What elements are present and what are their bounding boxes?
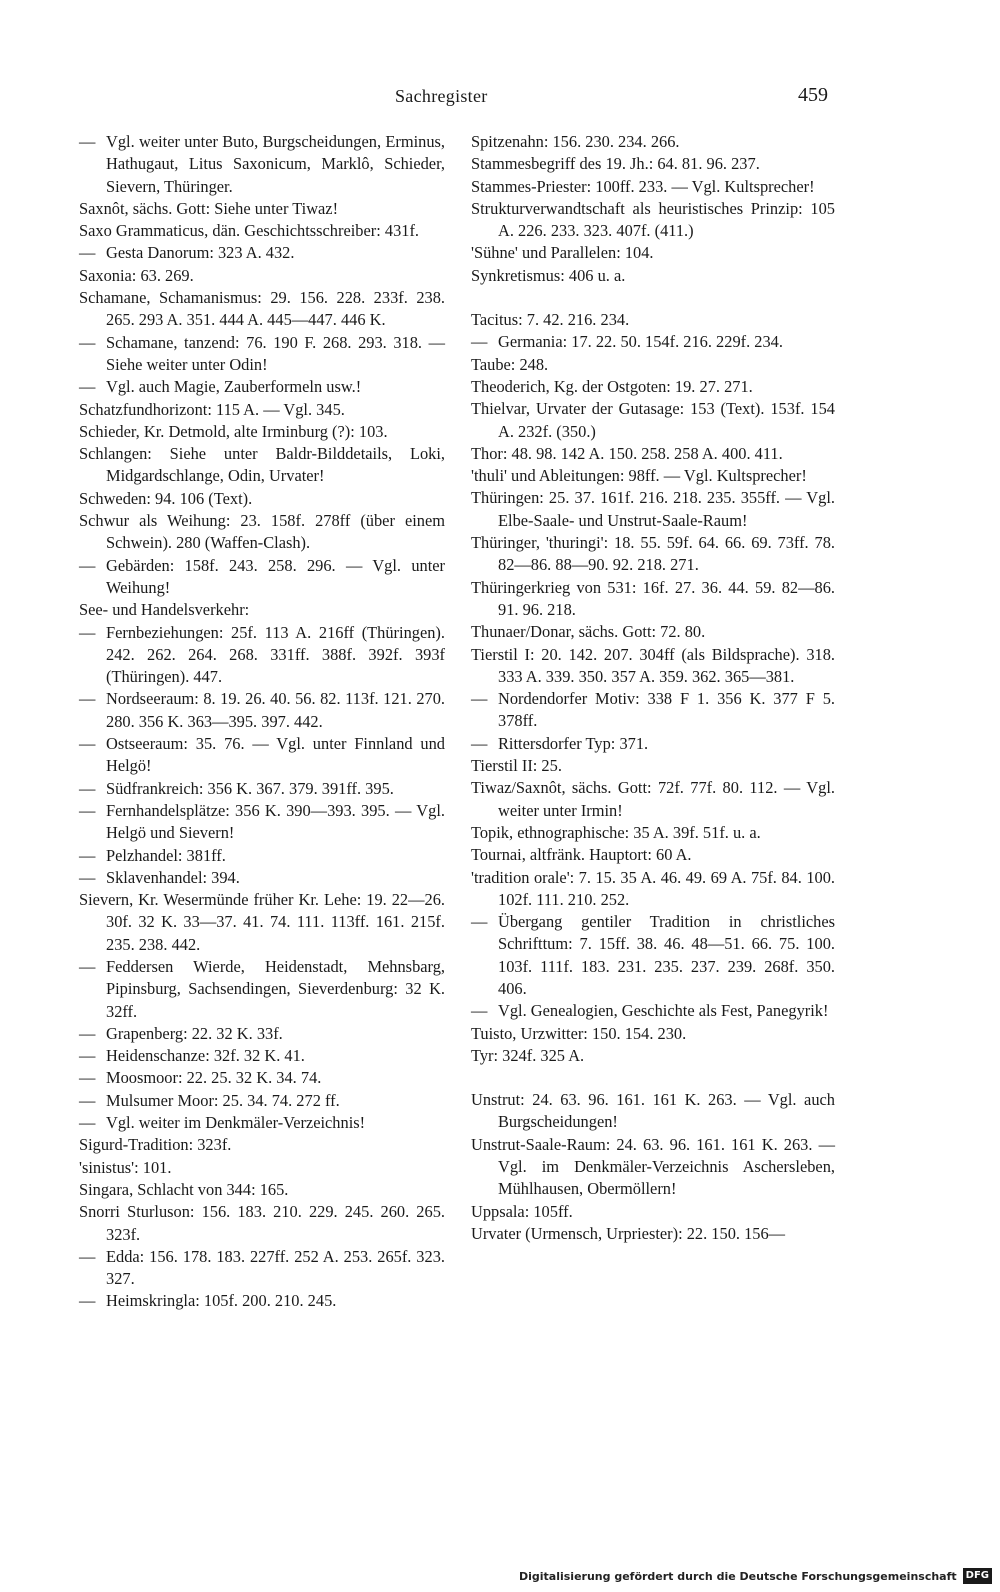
subentry-dash: — (79, 622, 96, 642)
entry-text: Stammes-Priester: 100ff. 233. — Vgl. Kultsprecher! (471, 176, 815, 196)
index-subentry (79, 800, 445, 845)
index-entry (471, 844, 835, 866)
index-column-right (471, 131, 835, 1245)
subentry-dash: — (79, 1068, 96, 1088)
footer-text: Digitalisierung gefördert durch die Deutsche Forschungsgemeinschaft (518, 1569, 957, 1583)
index-entry (471, 398, 835, 443)
index-entry (471, 621, 835, 643)
index-entry (79, 1134, 445, 1156)
subentry-dash: — (79, 1046, 96, 1066)
entry-text: Singara, Schlacht von 344: 165. (79, 1179, 289, 1199)
index-entry (79, 220, 445, 242)
entry-text: Pelzhandel: 381ff. (106, 845, 226, 865)
index-subentry (79, 622, 445, 689)
index-subentry (79, 332, 445, 377)
subentry-dash: — (79, 132, 96, 151)
entry-text: Schieder, Kr. Detmold, alte Irminburg (?): 103. (79, 421, 388, 441)
index-entry (471, 644, 835, 689)
entry-text: Vgl. weiter unter Buto, Burgscheidungen, Erminus, Hathugaut, Litus Saxonicum, Marklô, Schieder, Sievern, Thüringer. (106, 132, 445, 196)
entry-text: Schwur als Weihung: 23. 158f. 278ff (über einem Schwein). 280 (Waffen-Clash). (79, 511, 445, 553)
entry-text: Tierstil II: 25. (471, 756, 562, 776)
entry-text: Saxonia: 63. 269. (79, 265, 194, 285)
subentry-dash: — (79, 1113, 96, 1133)
entry-text: Unstrut-Saale-Raum: 24. 63. 96. 161. 161 K. 263. — Vgl. im Denkmäler-Verzeichnis Aschersleben, Mühlhausen, Obermöllern! (471, 1134, 835, 1199)
subentry-dash: — (471, 733, 488, 753)
entry-text: Snorri Sturluson: 156. 183. 210. 229. 245. 260. 265. 323f. (79, 1202, 445, 1244)
entry-text: Vgl. weiter im Denkmäler-Verzeichnis! (106, 1113, 366, 1133)
index-entry (471, 1201, 835, 1223)
entry-text: Rittersdorfer Typ: 371. (498, 733, 649, 753)
entry-text: Synkretismus: 406 u. a. (471, 265, 626, 285)
subentry-dash: — (79, 956, 96, 976)
entry-text: Thor: 48. 98. 142 A. 150. 258. 258 A. 400. 411. (471, 443, 783, 463)
running-title: Sachregister (395, 86, 488, 106)
entry-text: Germania: 17. 22. 50. 154f. 216. 229f. 234. (498, 332, 783, 352)
index-subentry (79, 688, 445, 733)
entry-text: Schatzfundhorizont: 115 A. — Vgl. 345. (79, 399, 345, 419)
entry-text: Uppsala: 105ff. (471, 1201, 573, 1221)
entry-text: Schweden: 94. 106 (Text). (79, 488, 253, 508)
index-entry (79, 1157, 445, 1179)
index-entry (79, 1201, 445, 1246)
index-entry (471, 1023, 835, 1045)
index-entry (471, 443, 835, 465)
entry-text: Edda: 156. 178. 183. 227ff. 252 A. 253. 265f. 323. 327. (106, 1246, 445, 1289)
entry-text: Thüringerkrieg von 531: 16f. 27. 36. 44. 59. 82—86. 91. 96. 218. (471, 577, 835, 619)
index-entry (79, 265, 445, 287)
entry-text: Schlangen: Siehe unter Baldr-Bilddetails, Loki, Midgardschlange, Odin, Urvater! (79, 444, 445, 486)
subentry-dash: — (79, 1090, 96, 1110)
index-entry (471, 777, 835, 822)
entry-text: Topik, ethnographische: 35 A. 39f. 51f. u. a. (471, 822, 761, 842)
index-subentry (79, 1112, 445, 1134)
entry-text: See- und Handelsverkehr: (79, 600, 250, 620)
entry-text: Feddersen Wierde, Heidenstadt, Mehnsbarg, Pipinsburg, Sachsendingen, Sieverdenburg: 32 K. 32ff. (106, 956, 445, 1021)
entry-text: Spitzenahn: 156. 230. 234. 266. (471, 132, 680, 151)
entry-text: Vgl. Genealogien, Geschichte als Fest, Panegyrik! (498, 1001, 829, 1021)
subentry-dash: — (79, 332, 96, 352)
index-entry (471, 867, 835, 912)
index-column-left (79, 131, 445, 1313)
index-entry (471, 532, 835, 577)
subentry-dash: — (79, 377, 96, 397)
subentry-dash: — (79, 1291, 96, 1311)
entry-text: Gesta Danorum: 323 A. 432. (106, 243, 295, 263)
entry-text: Fernbeziehungen: 25f. 113 A. 216ff (Thüringen). 242. 262. 264. 268. 331ff. 388f. 392f. 393f (Thüringen). 447. (106, 622, 445, 687)
entry-text: Tierstil I: 20. 142. 207. 304ff (als Bildsprache). 318. 333 A. 339. 350. 357 A. 359. 362. 365—381. (471, 644, 835, 686)
index-subentry (79, 242, 445, 264)
entry-text: Grapenberg: 22. 32 K. 33f. (106, 1023, 283, 1043)
subentry-dash: — (79, 689, 96, 709)
index-entry (79, 198, 445, 220)
entry-text: 'Sühne' und Parallelen: 104. (471, 243, 654, 263)
index-entry (471, 131, 835, 153)
index-subentry (79, 1067, 445, 1089)
entry-text: Thüringen: 25. 37. 161f. 216. 218. 235. 355ff. — Vgl. Elbe-Saale- und Unstrut-Saale-Raum! (471, 488, 835, 530)
index-entry (471, 822, 835, 844)
index-entry (471, 354, 835, 376)
entry-text: Schamane, Schamanismus: 29. 156. 228. 233f. 238. 265. 293 A. 351. 444 A. 445—447. 446 K. (79, 288, 445, 330)
subentry-dash: — (471, 689, 488, 709)
entry-text: Theoderich, Kg. der Ostgoten: 19. 27. 271. (471, 376, 753, 396)
subentry-dash: — (79, 867, 96, 887)
index-entry (471, 265, 835, 287)
entry-text: Ostseeraum: 35. 76. — Vgl. unter Finnland und Helgö! (106, 734, 445, 776)
entry-gap (471, 1067, 835, 1089)
index-entry (471, 309, 835, 331)
index-entry (471, 1045, 835, 1067)
entry-text: Thielvar, Urvater der Gutasage: 153 (Text). 153f. 154 A. 232f. (350.) (471, 399, 835, 441)
subentry-dash: — (79, 1246, 96, 1266)
subentry-dash: — (79, 800, 96, 820)
subentry-dash: — (79, 555, 96, 575)
index-entry (471, 487, 835, 532)
index-entry (79, 599, 445, 621)
entry-text: 'thuli' und Ableitungen: 98ff. — Vgl. Kultsprecher! (471, 466, 807, 486)
digitization-footer (519, 1568, 992, 1584)
entry-text: Mulsumer Moor: 25. 34. 74. 272 ff. (106, 1090, 340, 1110)
index-subentry (79, 1023, 445, 1045)
index-subentry (79, 376, 445, 398)
index-subentry (79, 1290, 445, 1312)
index-entry (471, 176, 835, 198)
index-entry (471, 577, 835, 622)
index-entry (471, 153, 835, 175)
index-subentry (79, 956, 445, 1023)
index-entry (471, 1223, 835, 1245)
entry-text: Tiwaz/Saxnôt, sächs. Gott: 72f. 77f. 80. 112. — Vgl. weiter unter Irmin! (471, 778, 835, 820)
index-subentry (471, 911, 835, 1000)
entry-text: Tournai, altfränk. Hauptort: 60 A. (471, 845, 692, 865)
index-subentry (79, 131, 445, 198)
index-entry (471, 198, 835, 243)
index-subentry (471, 733, 835, 755)
index-entry (79, 510, 445, 555)
subentry-dash: — (79, 845, 96, 865)
subentry-dash: — (471, 1001, 488, 1021)
index-subentry (79, 1246, 445, 1291)
index-entry (79, 488, 445, 510)
index-subentry (79, 867, 445, 889)
index-entry (79, 1179, 445, 1201)
entry-text: Unstrut: 24. 63. 96. 161. 161 K. 263. — Vgl. auch Burgscheidungen! (471, 1090, 835, 1132)
entry-text: Heidenschanze: 32f. 32 K. 41. (106, 1046, 305, 1066)
index-entry (471, 1134, 835, 1201)
subentry-dash: — (471, 912, 488, 932)
entry-text: Fernhandelsplätze: 356 K. 390—393. 395. — Vgl. Helgö und Sievern! (106, 800, 445, 843)
index-entry (471, 755, 835, 777)
entry-text: Südfrankreich: 356 K. 367. 379. 391ff. 395. (106, 778, 394, 798)
entry-text: Moosmoor: 22. 25. 32 K. 34. 74. (106, 1068, 322, 1088)
index-subentry (79, 733, 445, 778)
index-subentry (79, 1090, 445, 1112)
index-entry (79, 399, 445, 421)
entry-text: Tacitus: 7. 42. 216. 234. (471, 310, 630, 330)
index-subentry (79, 1045, 445, 1067)
entry-text: Strukturverwandtschaft als heuristisches Prinzip: 105 A. 226. 233. 323. 407f. (411.) (471, 198, 835, 241)
index-entry (79, 421, 445, 443)
index-subentry (471, 688, 835, 733)
index-subentry (471, 331, 835, 353)
entry-text: 'sinistus': 101. (79, 1157, 172, 1177)
index-entry (471, 1089, 835, 1134)
entry-text: Sklavenhandel: 394. (106, 867, 240, 887)
entry-text: Gebärden: 158f. 243. 258. 296. — Vgl. unter Weihung! (106, 555, 445, 597)
entry-text: Nordseeraum: 8. 19. 26. 40. 56. 82. 113f. 121. 270. 280. 356 K. 363—395. 397. 442. (106, 689, 445, 731)
entry-text: Urvater (Urmensch, Urpriester): 22. 150. 156— (471, 1223, 786, 1243)
dfg-logo: DFG (963, 1568, 992, 1584)
entry-text: Sigurd-Tradition: 323f. (79, 1135, 232, 1155)
entry-text: 'tradition orale': 7. 15. 35 A. 46. 49. 69 A. 75f. 84. 100. 102f. 111. 210. 252. (471, 867, 835, 909)
entry-text: Tyr: 324f. 325 A. (471, 1045, 585, 1065)
entry-text: Heimskringla: 105f. 200. 210. 245. (106, 1291, 337, 1311)
index-subentry (471, 1000, 835, 1022)
page-number: 459 (798, 84, 828, 106)
subentry-dash: — (79, 778, 96, 798)
index-subentry (79, 555, 445, 600)
subentry-dash: — (79, 734, 96, 754)
entry-text: Thüringer, 'thuringi': 18. 55. 59f. 64. 66. 69. 73ff. 78. 82—86. 88—90. 92. 218. 271. (471, 533, 835, 575)
entry-text: Vgl. auch Magie, Zauberformeln usw.! (106, 377, 362, 397)
running-head (0, 86, 1000, 116)
entry-text: Übergang gentiler Tradition in christliches Schrifttum: 7. 15ff. 38. 46. 48—51. 66. 75. 100. 103f. 111f. 183. 231. 235. 237. 239. 268f. 350. 406. (498, 912, 835, 998)
entry-text: Taube: 248. (471, 354, 549, 374)
index-entry (471, 465, 835, 487)
index-entry (79, 287, 445, 332)
index-subentry (79, 845, 445, 867)
index-entry (79, 889, 445, 956)
entry-text: Sievern, Kr. Wesermünde früher Kr. Lehe: 19. 22—26. 30f. 32 K. 33—37. 41. 74. 111. 113ff. 161. 215f. 235. 238. 442. (79, 890, 445, 954)
entry-text: Nordendorfer Motiv: 338 F 1. 356 K. 377 F 5. 378ff. (498, 689, 835, 731)
index-subentry (79, 778, 445, 800)
subentry-dash: — (79, 1023, 96, 1043)
entry-text: Stammesbegriff des 19. Jh.: 64. 81. 96. 237. (471, 154, 760, 174)
entry-text: Schamane, tanzend: 76. 190 F. 268. 293. 318. — Siehe weiter unter Odin! (106, 332, 445, 374)
subentry-dash: — (79, 243, 96, 263)
subentry-dash: — (471, 332, 488, 352)
entry-text: Tuisto, Urzwitter: 150. 154. 230. (471, 1023, 687, 1043)
entry-text: Saxnôt, sächs. Gott: Siehe unter Tiwaz! (79, 198, 339, 218)
index-entry (79, 443, 445, 488)
entry-text: Saxo Grammaticus, dän. Geschichtsschreiber: 431f. (79, 221, 420, 241)
entry-gap (471, 287, 835, 309)
index-entry (471, 242, 835, 264)
index-entry (471, 376, 835, 398)
entry-text: Thunaer/Donar, sächs. Gott: 72. 80. (471, 622, 706, 642)
